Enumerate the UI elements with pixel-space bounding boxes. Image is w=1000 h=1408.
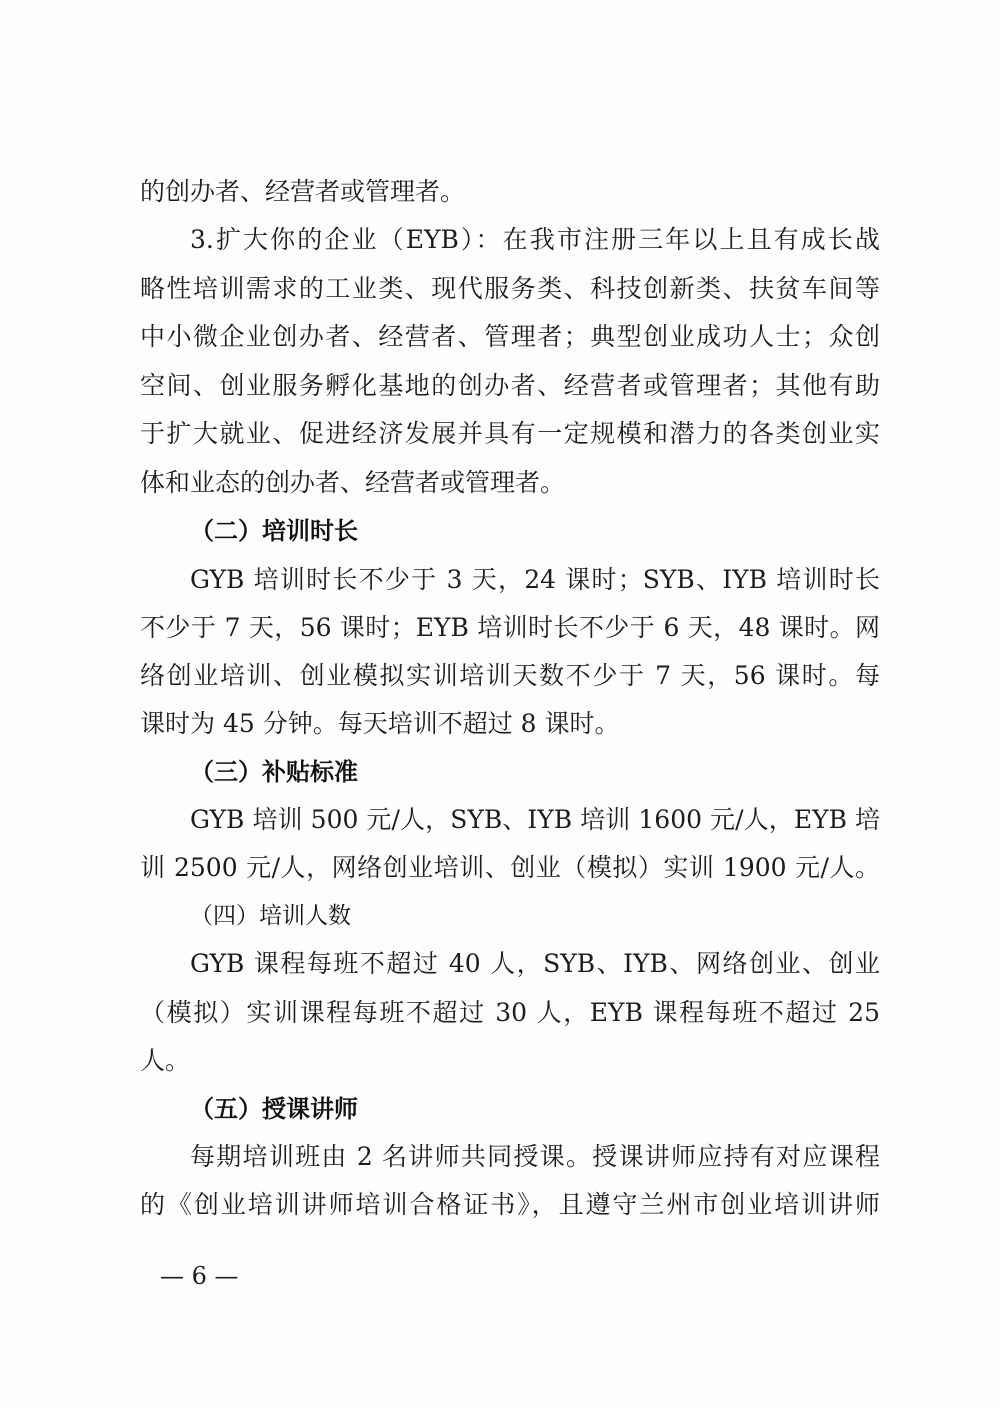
body-text-line: 的创办者、经营者或管理者。	[140, 177, 466, 206]
body-text-line: 体和业态的创办者、经营者或管理者。	[140, 468, 566, 497]
body-text-line: 中小微企业创办者、经营者、管理者；典型创业成功人士；众创	[140, 322, 880, 351]
body-text-line: 于扩大就业、促进经济发展并具有一定规模和潜力的各类创业实	[140, 419, 880, 448]
page-number: — 6 —	[160, 1262, 239, 1290]
body-text-line: GYB 课程每班不超过 40 人，SYB、IYB、网络创业、创业	[190, 949, 880, 978]
section-heading-trainee-count: （四）培训人数	[190, 903, 351, 929]
body-text-line: 空间、创业服务孵化基地的创办者、经营者或管理者；其他有助	[140, 371, 880, 400]
body-text-line: 训 2500 元/人，网络创业培训、创业（模拟）实训 1900 元/人。	[140, 853, 880, 882]
body-text-line: 不少于 7 天，56 课时；EYB 培训时长不少于 6 天，48 课时。网	[140, 613, 880, 642]
section-heading-training-duration: （二）培训时长	[190, 517, 358, 545]
body-text-line: GYB 培训 500 元/人，SYB、IYB 培训 1600 元/人，EYB 培	[190, 805, 880, 834]
body-text-line: 人。	[140, 1046, 191, 1075]
body-text-line: 的《创业培训讲师培训合格证书》，且遵守兰州市创业培训讲师	[140, 1190, 880, 1219]
body-text-line: GYB 培训时长不少于 3 天，24 课时；SYB、IYB 培训时长	[190, 565, 880, 594]
body-text-line: 3.扩大你的企业（EYB）：在我市注册三年以上且有成长战	[190, 225, 880, 254]
section-heading-lecturers: （五）授课讲师	[190, 1095, 358, 1123]
body-text-line: 课时为 45 分钟。每天培训不超过 8 课时。	[140, 709, 620, 738]
body-text-line: 每期培训班由 2 名讲师共同授课。授课讲师应持有对应课程	[190, 1142, 880, 1171]
body-text-line: 略性培训需求的工业类、现代服务类、科技创新类、扶贫车间等	[140, 274, 880, 303]
section-heading-subsidy-standard: （三）补贴标准	[190, 758, 358, 786]
body-text-line: 络创业培训、创业模拟实训培训天数不少于 7 天，56 课时。每	[140, 661, 880, 690]
body-text-line: （模拟）实训课程每班不超过 30 人，EYB 课程每班不超过 25	[140, 998, 880, 1027]
